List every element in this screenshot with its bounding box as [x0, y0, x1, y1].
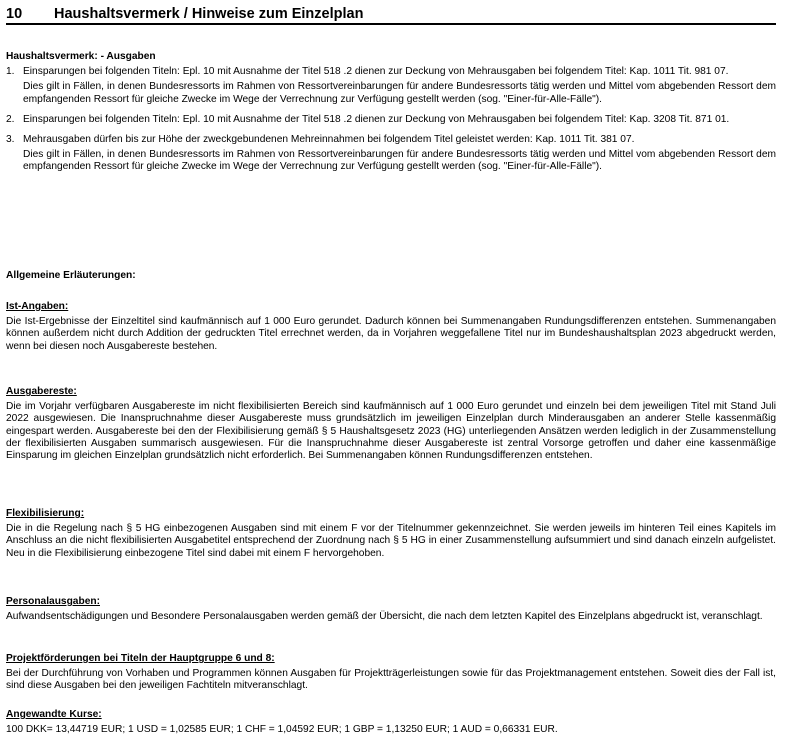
item-text: Einsparungen bei folgenden Titeln: Epl. 10 mit Ausnahme der Titel 518 .2 dienen zur Deckung von Mehrausgaben bei folgendem Titel: Kap. 3208 Tit. 871 01.	[23, 113, 730, 125]
erlaeuterungen-heading: Allgemeine Erläuterungen:	[6, 270, 136, 281]
item-text: Mehrausgaben dürfen bis zur Höhe der zweckgebundenen Mehreinnahmen bei folgendem Titel geleistet werden: Kap. 1011 Tit. 381 07.	[23, 134, 635, 146]
section-title: Flexibilisierung:	[6, 508, 85, 519]
page-header	[6, 0, 776, 25]
section-text: Die im Vorjahr verfügbaren Ausgabereste im nicht flexibilisierten Bereich sind kaufmännisch auf 1 000 Euro gerundet und einzeln bei dem jeweiligen Titel mit Stand Juli 2022 ausgewiesen. Die Inanspruchnahme dieser Ausgabereste muss grundsätzlich im jeweiligen Einzelplan durch Minderausgaben an anderer Stelle kassenmäßig eingespart werden. Ausgabereste bei den der Flexibilisierung gemäß § 5 Haushaltsgesetz 2023 (HG) unterliegenden Ansätzen werden lediglich in der Zusammenstellung der flexibilisierten Ausgaben summarisch ausgewiesen. Für die Inanspruchnahme dieser Ausgabereste ist zentral Vorsorge getroffen und daher eine kassenmäßige Einsparung im gleichen Einzelplan grundsätzlich nicht erforderlich. Bei Summenangaben können Rundungsdifferenzen entstehen.	[6, 401, 776, 462]
chapter-number: 10	[6, 6, 23, 22]
item-number: 3.	[6, 134, 15, 146]
section-ist-angaben	[6, 301, 776, 353]
item-number: 2.	[6, 113, 15, 125]
section-angewandte-kurse	[6, 709, 776, 736]
item-subtext: Dies gilt in Fällen, in denen Bundesressorts im Rahmen von Ressortvereinbarungen für andere Bundesressorts tätig werden und Mittel vom abgebenden Ressort dem empfangenden Ressort für gleiche Zwecke im Wege der Verrechnung zur Verfügung gestellt werden (sog. "Einer-für-Alle-Fälle").	[23, 149, 776, 173]
document-page	[6, 0, 776, 736]
section-title: Ist-Angaben:	[6, 301, 69, 312]
vermerk-section	[6, 51, 776, 174]
section-personalausgaben	[6, 596, 776, 623]
item-number: 1.	[6, 66, 15, 78]
section-text: Die in die Regelung nach § 5 HG einbezogenen Ausgaben sind mit einem F vor der Titelnummer gekennzeichnet. Sie werden jeweils im hinteren Teil eines Kapitels im Anschluss an die nicht flexibilisierten Ausgabetitel entsprechend der Zuordnung nach § 5 HG in einer Zusammenstellung aufsummiert und sind danach einzeln aufgelistet. Neu in die Flexibilisierung einbezogene Titel sind dabei mit einem F hervorgehoben.	[6, 523, 776, 559]
section-title: Personalausgaben:	[6, 596, 100, 607]
section-projektfoerderungen	[6, 653, 776, 693]
item-text: Einsparungen bei folgenden Titeln: Epl. 10 mit Ausnahme der Titel 518 .2 dienen zur Deckung von Mehrausgaben bei folgendem Titel: Kap. 1011 Tit. 981 07.	[23, 66, 729, 78]
section-text: Bei der Durchführung von Vorhaben und Programmen können Ausgaben für Projektträgerleistungen sowie für das Projektmanagement entstehen. Soweit dies der Fall ist, sind diese Ausgaben bei den jeweiligen Fachtiteln mitveranschlagt.	[6, 668, 776, 692]
section-title: Projektförderungen bei Titeln der Hauptgruppe 6 und 8:	[6, 653, 275, 664]
section-text: 100 DKK= 13,44719 EUR; 1 USD = 1,02585 EUR; 1 CHF = 1,04592 EUR; 1 GBP = 1,13250 EUR; 1 AUD = 0,66331 EUR.	[6, 724, 558, 736]
section-text: Aufwandsentschädigungen und Besondere Personalausgaben werden gemäß der Übersicht, die nach dem letzten Kapitel des Einzelplans abgedruckt ist, veranschlagt.	[6, 611, 763, 623]
vermerk-item-2	[6, 114, 776, 126]
section-title: Angewandte Kurse:	[6, 709, 102, 720]
vermerk-heading: Haushaltsvermerk: - Ausgaben	[6, 51, 156, 62]
page-title: Haushaltsvermerk / Hinweise zum Einzelplan	[54, 6, 364, 22]
section-flexibilisierung	[6, 508, 776, 560]
item-subtext: Dies gilt in Fällen, in denen Bundesressorts im Rahmen von Ressortvereinbarungen für andere Bundesressorts tätig werden und Mittel vom abgebenden Ressort dem empfangenden Ressort für gleiche Zwecke im Wege der Verrechnung zur Verfügung gestellt werden (sog. "Einer-für-Alle-Fälle").	[23, 81, 776, 105]
section-ausgabereste	[6, 386, 776, 462]
vermerk-item-1	[6, 66, 776, 106]
section-title: Ausgabereste:	[6, 386, 77, 397]
vermerk-item-3	[6, 134, 776, 174]
section-text: Die Ist-Ergebnisse der Einzeltitel sind kaufmännisch auf 1 000 Euro gerundet. Dadurch können bei Summenangaben Rundungsdifferenzen entstehen. Summenangaben können außerdem nicht durch Addition der gedruckten Titel errechnet werden, da in Vorjahren weggefallene Titel nur im Bundeshaushaltsplan 2023 abgedruckt werden, wenn bei diesen noch Ausgabereste bestehen.	[6, 316, 776, 352]
